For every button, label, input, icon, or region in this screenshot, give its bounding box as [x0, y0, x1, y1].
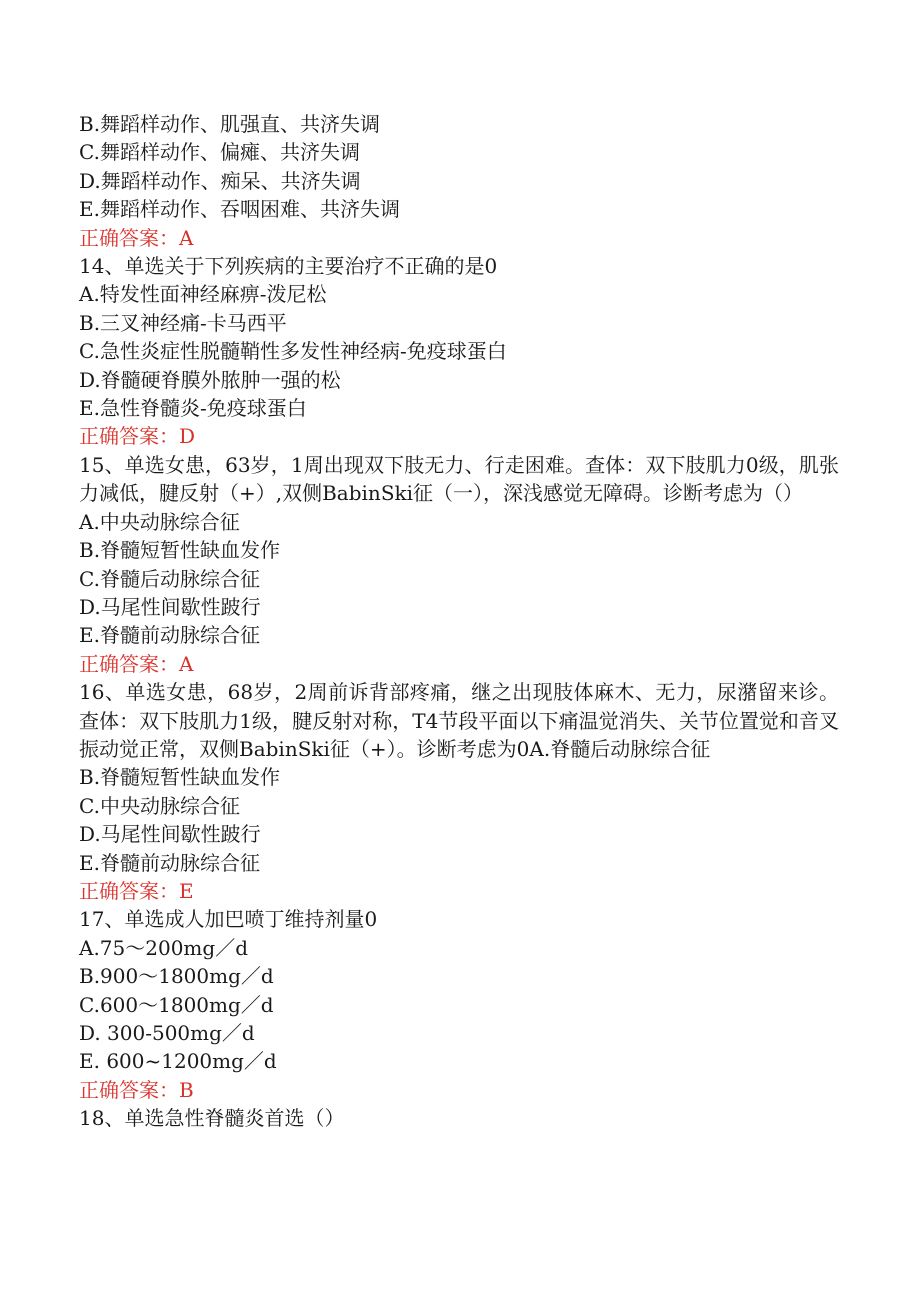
option-line: B.脊髓短暂性缺血发作: [79, 538, 281, 563]
option-line: C.急性炎症性脱髓鞘性多发性神经病-免疫球蛋白: [79, 339, 507, 364]
option-line: D.舞蹈样动作、痴呆、共济失调: [79, 168, 361, 193]
option-line: D.马尾性间歇性跛行: [79, 594, 261, 619]
option-line: E.急性脊髓炎-免疫球蛋白: [79, 396, 307, 421]
option-line: E.脊髓前动脉综合征: [79, 850, 260, 875]
question-stem: 14、单选关于下列疾病的主要治疗不正确的是0: [79, 254, 498, 279]
option-line: A.中央动脉综合征: [79, 509, 240, 534]
option-line: B.舞蹈样动作、肌强直、共济失调: [79, 112, 381, 136]
correct-answer: 正确答案：E: [79, 878, 194, 903]
option-line: B.脊髓短暂性缺血发作: [79, 765, 281, 790]
option-line: B.三叉神经痛-卡马西平: [79, 310, 287, 335]
correct-answer: 正确答案：B: [79, 1077, 194, 1102]
option-line: C.舞蹈样动作、偏瘫、共济失调: [79, 140, 360, 165]
option-line: A.75～200mg／d: [79, 935, 248, 960]
option-line: D.脊髓硬脊膜外脓肿一强的松: [79, 367, 341, 392]
option-line: D. 300-500mg／d: [79, 1021, 255, 1045]
question-stem: 18、单选急性脊髓炎首选（）: [79, 1106, 345, 1131]
option-line: E. 600~1200mg／d: [79, 1049, 277, 1074]
option-line: E.脊髓前动脉综合征: [79, 623, 260, 648]
option-line: A.特发性面神经麻痹-泼尼松: [79, 282, 327, 307]
question-text-block: [79, 110, 839, 1133]
option-line: C.600～1800mg／d: [79, 992, 274, 1017]
correct-answer: 正确答案：A: [79, 225, 194, 250]
correct-answer: 正确答案：D: [79, 424, 196, 449]
option-line: D.马尾性间歇性跛行: [79, 822, 261, 847]
option-line: C.中央动脉综合征: [79, 793, 240, 818]
option-line: B.900～1800mg／d: [79, 964, 274, 989]
option-line: C.脊髓后动脉综合征: [79, 566, 260, 591]
correct-answer: 正确答案：A: [79, 651, 194, 676]
question-stem: 15、单选女患，63岁，1周出现双下肢无力、行走困难。查体：双下肢肌力0级，肌张力减低，腱反射（+）,双侧BabinSki征（一），深浅感觉无障碍。诊断考虑为（）: [79, 452, 839, 506]
question-stem: 16、单选女患，68岁，2周前诉背部疼痛，继之出现肢体麻木、无力，尿潴留来诊。查体：双下肢肌力1级，腱反射对称，T4节段平面以下痛温觉消失、关节位置觉和音叉振动觉正常，双侧BabinSki征（+）。诊断考虑为0A.脊髓后动脉综合征: [79, 680, 839, 761]
question-stem: 17、单选成人加巴喷丁维持剂量0: [79, 907, 378, 932]
option-line: E.舞蹈样动作、吞咽困难、共济失调: [79, 197, 400, 222]
